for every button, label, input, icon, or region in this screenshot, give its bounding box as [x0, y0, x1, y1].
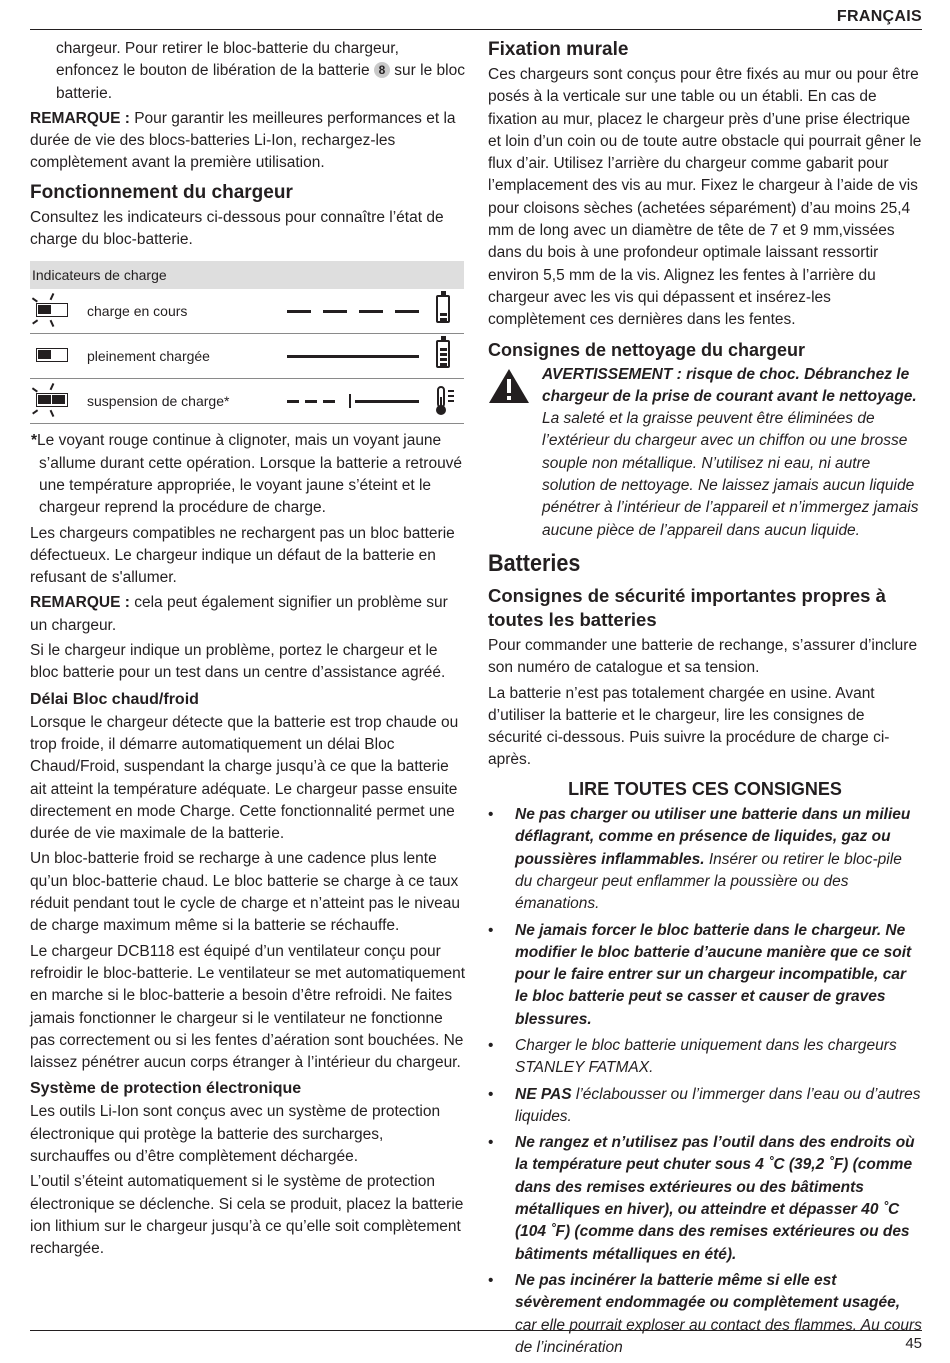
- list-item: [488, 1132, 922, 1266]
- release-button-number-badge: 8: [374, 62, 390, 78]
- header-language: FRANÇAIS: [836, 8, 922, 25]
- pas-chargee-paragraph: La batterie n’est pas totalement chargée en usine. Avant d’utiliser la batterie et le chargeur, lire les consignes de sécurité ci-dessous. Puis suivre la procédure de charge ci-après.: [488, 684, 890, 769]
- heading-systeme: Système de protection électronique: [30, 1080, 302, 1098]
- heading-lire-consignes: LIRE TOUTES CES CONSIGNES: [568, 778, 842, 799]
- indicator-row-charging: [30, 289, 464, 334]
- battery-full-icon: [436, 340, 450, 368]
- intro-paragraph: [30, 38, 466, 105]
- heading-nettoyage: Consignes de nettoyage du chargeur: [488, 339, 806, 360]
- bullet-bold: Ne pas charger ou utiliser une batterie dans un milieu déflagrant, comme en présence de liquides, gaz ou poussières inflammables.: [515, 806, 911, 868]
- battery-charging-icon: [436, 295, 450, 323]
- remarque-1-label: REMARQUE :: [30, 109, 130, 127]
- remarque-1-text: Pour garantir les meilleures performances et la durée de vie des blocs-batteries Li-Ion, rechargez-les complètement avant la première utilisation.: [30, 109, 456, 172]
- list-item: [488, 920, 922, 1031]
- bullet-text: Insérer ou retirer le bloc-pile du chargeur peut enflammer la poussière ou des émanations.: [515, 850, 902, 913]
- bullet-bold: Ne jamais forcer le bloc batterie dans le chargeur. Ne modifier le bloc batterie d’aucune manière que ce soit pour le faire entrer sur un chargeur incompatible, car le bloc batterie peut se casser et causer de graves blessures.: [515, 921, 912, 1028]
- charge-indicator-table: [30, 261, 464, 424]
- remarque-2-label: REMARQUE :: [30, 594, 130, 612]
- warning-triangle-icon: [488, 368, 530, 404]
- dashed-line-icon: [287, 310, 419, 313]
- warning-block: [488, 364, 922, 542]
- indicator-row-suspended: [30, 379, 464, 424]
- delai-paragraph-1: Lorsque le chargeur détecte que la batterie est trop chaude ou trop froide, il démarre automatiquement un délai Bloc Chaud/Froid, suspendant la charge jusqu’à ce que la batterie ait atteint la température adéquate. Le chargeur passe ensuite directement en mode Charge. Cette fonctionnalité permet une durée de vie maximale de la batterie.: [30, 713, 459, 843]
- safety-bullet-list: [488, 804, 922, 1359]
- footnote-paragraph: [30, 430, 466, 519]
- heading-consignes-securite: Consignes de sécurité importantes propres à toutes les batteries: [488, 584, 886, 630]
- mixed-line-icon: [287, 400, 419, 403]
- list-item: [488, 804, 922, 915]
- indicator-label: charge en cours: [87, 303, 188, 320]
- heading-delai: Délai Bloc chaud/froid: [30, 690, 199, 708]
- bullet-bold: Ne pas incinérer la batterie même si elle est sévèrement endommagée ou complètement usagée,: [515, 1271, 901, 1312]
- delai-paragraph-3: Le chargeur DCB118 est équipé d’un ventilateur conçu pour refroidir le bloc-batterie. Le ventilateur se met automatiquement en marche si le bloc-batterie a besoin d’être refroidi. Ne faites jamais fonctionner le chargeur si le ventilateur ne fonctionne pas correctement ou si les fentes d’aération sont bouchées. Ne laissez pénétrer aucun corps étranger à l’intérieur du chargeur.: [30, 942, 466, 1072]
- page-number: 45: [905, 1335, 922, 1352]
- bullet-text: Charger le bloc batterie uniquement dans les chargeurs STANLEY FATMAX.: [515, 1036, 897, 1077]
- list-item: [488, 1084, 922, 1129]
- footer-rule: [30, 1330, 922, 1331]
- footnote-text: Le voyant rouge continue à clignoter, mais un voyant jaune s’allume durant cette opération. Lorsque la batterie a retrouvé une température appropriée, le voyant jaune s’éteint et le chargeur reprend la procédure de charge.: [37, 432, 463, 517]
- systeme-paragraph-2: L’outil s’éteint automatiquement si le système de protection électronique se déclenche. Si cela se produit, placez la batterie ion lithium sur le chargeur jusqu’à ce qu’elle soit complètement rechargée.: [30, 1173, 464, 1258]
- probleme-paragraph: Si le chargeur indique un problème, portez le chargeur et le bloc batterie pour un test dans un centre d’assistance agréé.: [30, 642, 446, 682]
- left-column: [30, 38, 466, 1263]
- list-item: [488, 1270, 922, 1359]
- warning-bold-text: AVERTISSEMENT : risque de choc. Débranchez le chargeur de la prise de courant avant le nettoyage.: [542, 365, 917, 405]
- indicator-label: suspension de charge*: [87, 393, 230, 410]
- right-column: [488, 38, 922, 1363]
- indicator-table-header: Indicateurs de charge: [30, 261, 464, 289]
- intro-text-a: chargeur. Pour retirer le bloc-batterie du chargeur, enfoncez le bouton de libération de la batterie: [56, 40, 399, 80]
- remarque-2: [30, 592, 466, 637]
- bullet-bold: NE PAS: [515, 1085, 572, 1103]
- intro-text-b: sur le bloc batterie.: [56, 62, 465, 102]
- list-item: [488, 1035, 922, 1080]
- thermometer-icon: [434, 385, 456, 417]
- heading-fonctionnement: Fonctionnement du chargeur: [30, 181, 293, 203]
- remarque-2-text: cela peut également signifier un problème sur un chargeur.: [30, 594, 448, 634]
- bullet-text: car elle pourrait exploser au contact des flammes. Au cours de l’incinération: [515, 1316, 922, 1356]
- heading-fixation: Fixation murale: [488, 39, 629, 60]
- commander-paragraph: Pour commander une batterie de rechange, s’assurer d’inclure son numéro de catalogue et sa tension.: [488, 636, 918, 677]
- compatibles-paragraph: Les chargeurs compatibles ne rechargent pas un bloc batterie défectueux. Le chargeur indique un défaut de la batterie en refusant de s'allumer.: [30, 524, 455, 587]
- indicator-row-full: [30, 334, 464, 379]
- header-rule: [30, 29, 922, 30]
- systeme-paragraph-1: Les outils Li-Ion sont conçus avec un système de protection électronique qui protège la batterie des surcharges, surchauffes ou d’être complètement déchargée.: [30, 1103, 441, 1165]
- solid-line-icon: [287, 355, 419, 358]
- delai-paragraph-2: Un bloc-batterie froid se recharge à une cadence plus lente qu’un bloc-batterie chaud. Le bloc batterie se charge à ce taux réduit pendant tout le cycle de charge et n’atteint pas le niveau de charge maximum même si la batterie se réchauffe.: [30, 850, 460, 935]
- heading-batteries: Batteries: [488, 549, 581, 577]
- bullet-bold: Ne rangez et n’utilisez pas l’outil dans des endroits où la température peut chuter sous 4 ˚C (39,2 ˚F) (comme dans des remises extérieures ou des bâtiments métalliques en hiver), ou atteindre et dépasser 40 ˚C (104 ˚F) (comme dans des remises extérieures ou des bâtiments métalliques en été).: [515, 1134, 915, 1263]
- fixation-paragraph: Ces chargeurs sont conçus pour être fixés au mur ou pour être posés à la verticale sur une table ou un établi. En cas de fixation au mur, placez le chargeur près d’une prise électrique et loin d’un coin ou de toute autre obstacle qui pourrait gêner le flux d’air. Utilisez l’arrière du chargeur comme gabarit pour l’emplacement des vis au mur. Fixez le chargeur à l’aide de vis pour cloisons sèches (achetées séparément) d’au moins 25,4 mm de long avec un diamètre de tête de 7 et 9 mm,vissées dans du bois à une profondeur optimale laissant ressortir environ 5,5 mm de la vis. Alignez les fentes à l’arrière du chargeur avec les vis qui dépassent et insérez-les complètement ces dernières dans les fentes.: [488, 66, 922, 329]
- bullet-text: l’éclabousser ou l’immerger dans l’eau ou d’autres liquides.: [515, 1085, 921, 1125]
- consultez-paragraph: Consultez les indicateurs ci-dessous pour connaître l’état de charge du bloc-batterie.: [30, 208, 444, 249]
- warning-text: La saleté et la graisse peuvent être éliminées de l’extérieur du chargeur avec un chiffon ou une brosse souple non métallique. N’utilisez ni eau, ni autre solution de nettoyage. Ne laissez jamais aucun liquide pénétrer à l’intérieur de l’appareil et n’immergez jamais aucune pièce de l’appareil dans aucun liquide.: [542, 410, 919, 539]
- remarque-1: [30, 108, 466, 175]
- footnote-star: *: [31, 432, 38, 450]
- indicator-label: pleinement chargée: [87, 348, 210, 365]
